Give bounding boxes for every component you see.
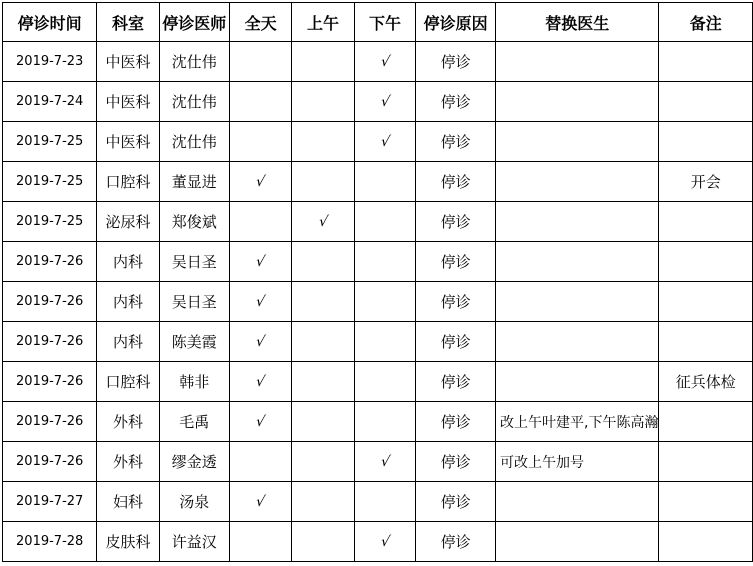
cell-date: 2019-7-25 xyxy=(3,162,97,202)
cell-full-day xyxy=(229,202,291,242)
cell-date: 2019-7-25 xyxy=(3,122,97,162)
cell-dept: 内科 xyxy=(97,282,159,322)
table-row xyxy=(3,442,753,482)
header-dept: 科室 xyxy=(97,3,159,42)
cell-substitute xyxy=(496,522,659,562)
cell-note xyxy=(659,242,753,282)
cell-note xyxy=(659,442,753,482)
table-row xyxy=(3,122,753,162)
cell-morning xyxy=(292,322,354,362)
table-row xyxy=(3,522,753,562)
cell-afternoon xyxy=(354,82,416,122)
header-reason: 停诊原因 xyxy=(416,3,496,42)
cell-date: 2019-7-26 xyxy=(3,402,97,442)
cell-doctor: 韩非 xyxy=(159,362,229,402)
check-mark-icon: √ xyxy=(254,293,267,310)
cell-dept: 中医科 xyxy=(97,82,159,122)
cell-dept: 外科 xyxy=(97,402,159,442)
cell-reason: 停诊 xyxy=(416,82,496,122)
cell-full-day xyxy=(229,482,291,522)
header-row xyxy=(3,3,753,42)
cell-morning xyxy=(292,362,354,402)
table-row xyxy=(3,362,753,402)
cell-note xyxy=(659,122,753,162)
cell-afternoon xyxy=(354,242,416,282)
cell-note: 开会 xyxy=(659,162,753,202)
cell-date: 2019-7-23 xyxy=(3,42,97,82)
cell-date: 2019-7-26 xyxy=(3,442,97,482)
cell-full-day xyxy=(229,242,291,282)
cell-dept: 中医科 xyxy=(97,42,159,82)
table-row xyxy=(3,42,753,82)
cell-note xyxy=(659,402,753,442)
cell-dept: 内科 xyxy=(97,242,159,282)
check-mark-icon: √ xyxy=(254,173,267,190)
cell-morning xyxy=(292,82,354,122)
cell-doctor: 沈仕伟 xyxy=(159,42,229,82)
cell-date: 2019-7-26 xyxy=(3,242,97,282)
table-row xyxy=(3,322,753,362)
check-mark-icon: √ xyxy=(379,533,391,550)
header-doctor: 停诊医师 xyxy=(159,3,229,42)
cell-date: 2019-7-28 xyxy=(3,522,97,562)
cell-substitute xyxy=(496,202,659,242)
check-mark-icon: √ xyxy=(379,53,391,70)
cell-dept: 口腔科 xyxy=(97,162,159,202)
cell-reason: 停诊 xyxy=(416,162,496,202)
cell-substitute xyxy=(496,82,659,122)
cell-note xyxy=(659,522,753,562)
cell-full-day xyxy=(229,362,291,402)
table-row xyxy=(3,402,753,442)
cell-substitute xyxy=(496,362,659,402)
table-row xyxy=(3,162,753,202)
cell-reason: 停诊 xyxy=(416,442,496,482)
cell-substitute xyxy=(496,282,659,322)
cell-afternoon xyxy=(354,442,416,482)
cell-doctor: 沈仕伟 xyxy=(159,122,229,162)
cell-afternoon xyxy=(354,402,416,442)
cell-substitute xyxy=(496,42,659,82)
cell-morning xyxy=(292,442,354,482)
cell-note xyxy=(659,202,753,242)
header-afternoon: 下午 xyxy=(354,3,416,42)
cell-note xyxy=(659,322,753,362)
cell-doctor: 吴日圣 xyxy=(159,242,229,282)
cell-substitute xyxy=(496,322,659,362)
cell-reason: 停诊 xyxy=(416,402,496,442)
cell-doctor: 沈仕伟 xyxy=(159,82,229,122)
header-substitute: 替换医生 xyxy=(496,3,659,42)
cell-doctor: 缪金透 xyxy=(159,442,229,482)
check-mark-icon: √ xyxy=(254,253,267,270)
header-note: 备注 xyxy=(659,3,753,42)
cell-dept: 妇科 xyxy=(97,482,159,522)
cell-dept: 泌尿科 xyxy=(97,202,159,242)
table-row xyxy=(3,82,753,122)
cell-dept: 内科 xyxy=(97,322,159,362)
cell-morning xyxy=(292,522,354,562)
cell-date: 2019-7-27 xyxy=(3,482,97,522)
cell-reason: 停诊 xyxy=(416,482,496,522)
cell-dept: 中医科 xyxy=(97,122,159,162)
cell-morning xyxy=(292,242,354,282)
check-mark-icon: √ xyxy=(317,213,329,230)
cell-reason: 停诊 xyxy=(416,522,496,562)
table-row xyxy=(3,482,753,522)
check-mark-icon: √ xyxy=(254,493,267,510)
cell-dept: 皮肤科 xyxy=(97,522,159,562)
cell-full-day xyxy=(229,282,291,322)
cell-date: 2019-7-26 xyxy=(3,322,97,362)
cell-note xyxy=(659,482,753,522)
cell-note: 征兵体检 xyxy=(659,362,753,402)
cell-note xyxy=(659,42,753,82)
cell-reason: 停诊 xyxy=(416,242,496,282)
cell-afternoon xyxy=(354,162,416,202)
cell-doctor: 郑俊斌 xyxy=(159,202,229,242)
cell-date: 2019-7-26 xyxy=(3,362,97,402)
cell-note xyxy=(659,82,753,122)
closure-schedule-table xyxy=(2,2,753,562)
cell-reason: 停诊 xyxy=(416,122,496,162)
cell-doctor: 汤泉 xyxy=(159,482,229,522)
cell-full-day xyxy=(229,162,291,202)
cell-afternoon xyxy=(354,42,416,82)
cell-afternoon xyxy=(354,522,416,562)
cell-morning xyxy=(292,202,354,242)
cell-note xyxy=(659,282,753,322)
cell-afternoon xyxy=(354,322,416,362)
cell-doctor: 董显进 xyxy=(159,162,229,202)
cell-dept: 外科 xyxy=(97,442,159,482)
check-mark-icon: √ xyxy=(379,453,391,470)
cell-afternoon xyxy=(354,122,416,162)
check-mark-icon: √ xyxy=(254,373,267,390)
cell-full-day xyxy=(229,322,291,362)
cell-full-day xyxy=(229,442,291,482)
cell-reason: 停诊 xyxy=(416,322,496,362)
cell-date: 2019-7-24 xyxy=(3,82,97,122)
cell-morning xyxy=(292,282,354,322)
cell-doctor: 陈美霞 xyxy=(159,322,229,362)
check-mark-icon: √ xyxy=(254,413,267,430)
cell-doctor: 许益汉 xyxy=(159,522,229,562)
cell-substitute xyxy=(496,122,659,162)
cell-dept: 口腔科 xyxy=(97,362,159,402)
cell-full-day xyxy=(229,402,291,442)
cell-morning xyxy=(292,402,354,442)
header-date: 停诊时间 xyxy=(3,3,97,42)
cell-substitute xyxy=(496,242,659,282)
cell-doctor: 吴日圣 xyxy=(159,282,229,322)
table-row xyxy=(3,242,753,282)
cell-morning xyxy=(292,162,354,202)
cell-morning xyxy=(292,122,354,162)
cell-reason: 停诊 xyxy=(416,202,496,242)
cell-reason: 停诊 xyxy=(416,282,496,322)
cell-date: 2019-7-26 xyxy=(3,282,97,322)
cell-date: 2019-7-25 xyxy=(3,202,97,242)
cell-full-day xyxy=(229,82,291,122)
cell-substitute xyxy=(496,162,659,202)
cell-morning xyxy=(292,42,354,82)
table-row xyxy=(3,202,753,242)
cell-substitute xyxy=(496,482,659,522)
cell-afternoon xyxy=(354,482,416,522)
cell-doctor: 毛禹 xyxy=(159,402,229,442)
table-row xyxy=(3,282,753,322)
check-mark-icon: √ xyxy=(379,133,391,150)
check-mark-icon: √ xyxy=(379,93,391,110)
header-morning: 上午 xyxy=(292,3,354,42)
cell-afternoon xyxy=(354,282,416,322)
cell-substitute: 改上午叶建平,下午陈高瀚 xyxy=(496,402,659,442)
cell-reason: 停诊 xyxy=(416,42,496,82)
check-mark-icon: √ xyxy=(254,333,267,350)
header-full-day: 全天 xyxy=(229,3,291,42)
cell-substitute: 可改上午加号 xyxy=(496,442,659,482)
cell-full-day xyxy=(229,42,291,82)
cell-afternoon xyxy=(354,362,416,402)
cell-full-day xyxy=(229,522,291,562)
cell-full-day xyxy=(229,122,291,162)
cell-afternoon xyxy=(354,202,416,242)
cell-reason: 停诊 xyxy=(416,362,496,402)
cell-morning xyxy=(292,482,354,522)
